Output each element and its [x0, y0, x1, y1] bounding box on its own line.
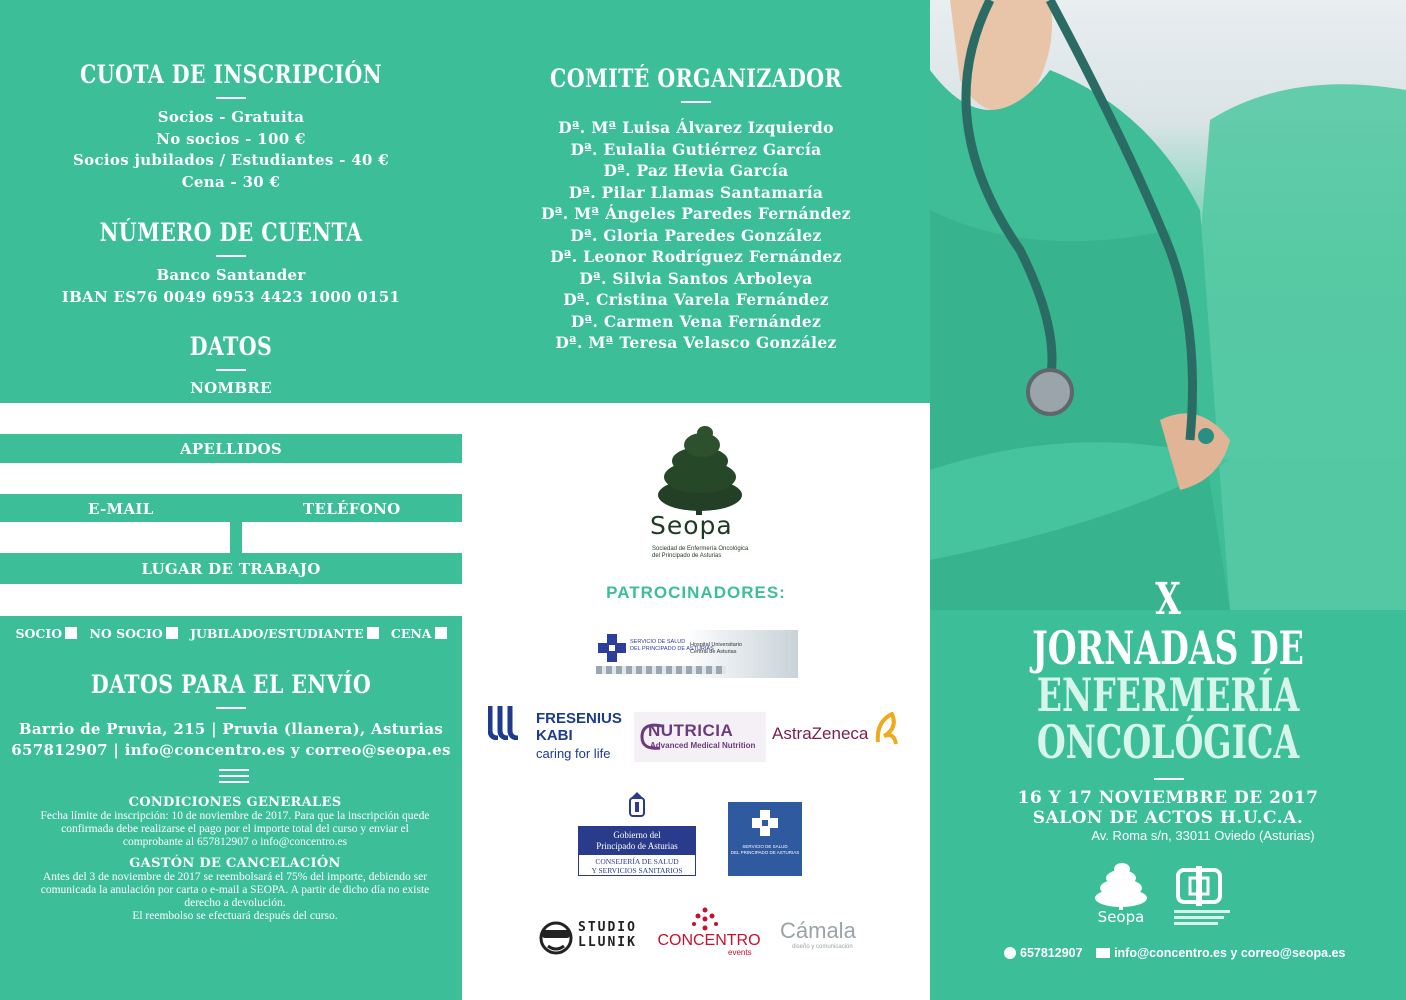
committee-member: Dª. Mª Teresa Velasco González — [555, 333, 837, 352]
studio-llunik-name — [578, 920, 637, 950]
fresenius-name — [536, 710, 622, 744]
triple-divider — [219, 769, 249, 783]
checkbox-cena[interactable] — [435, 627, 447, 639]
gobierno-logo — [578, 792, 696, 878]
email-icon — [1096, 948, 1110, 958]
option-cena-label: CENA — [390, 626, 432, 641]
committee-member: Dª. Carmen Vena Fernández — [570, 311, 822, 331]
fee-item: Cena - 30 € — [181, 172, 281, 191]
title-line-1: JORNADAS DE — [1032, 621, 1304, 675]
divider — [216, 707, 246, 709]
fresenius-logo — [488, 704, 628, 766]
seopa-wordmark: Seopa — [650, 511, 733, 540]
committee-sponsors-panel — [462, 0, 930, 1000]
checkbox-socio[interactable] — [65, 627, 77, 639]
huca-line-3: Hospital Universitario — [690, 642, 742, 648]
option-socio-label: SOCIO — [15, 626, 63, 641]
studio-line-1: STUDIO — [578, 920, 637, 935]
cancel-title: GASTÓN DE CANCELACIÓN — [129, 856, 341, 871]
sespa-logo — [728, 802, 802, 876]
divider — [1154, 778, 1184, 780]
tree-icon — [1091, 862, 1151, 912]
contact-email[interactable]: info@concentro.es y correo@seopa.es — [1114, 946, 1346, 960]
camala-logo — [780, 918, 870, 958]
accreditation-text-placeholder — [1174, 916, 1224, 919]
label-nombre: NOMBRE — [190, 379, 272, 397]
committee-member: Dª. Gloria Paredes González — [570, 225, 822, 245]
nurses-photo — [930, 0, 1406, 610]
fresenius-line-2: KABI — [536, 727, 573, 744]
camala-tagline: diseño y comunicación — [792, 944, 853, 950]
label-email: E-MAIL — [88, 500, 154, 518]
seopa-logo-white — [1088, 862, 1154, 932]
committee-member: Dª. Pilar Llamas Santamaría — [568, 182, 824, 202]
gobierno-line-4: Y SERVICIOS SANITARIOS — [591, 866, 683, 875]
fresenius-tagline: caring for life — [536, 746, 611, 761]
label-lugar: LUGAR DE TRABAJO — [141, 560, 321, 578]
event-venue: SALON DE ACTOS H.U.C.A. — [1032, 808, 1304, 828]
shipping-contact: 657812907 | info@concentro.es y correo@seopa.es — [11, 741, 451, 759]
committee-member: Dª. Leonor Rodríguez Fernández — [550, 247, 842, 266]
huca-text-2 — [690, 642, 742, 656]
studio-llunik-logo — [538, 914, 640, 958]
input-lugar[interactable] — [0, 584, 462, 616]
input-telefono[interactable] — [242, 522, 462, 553]
seopa-logo — [642, 425, 762, 565]
input-email[interactable] — [0, 522, 230, 553]
cancel-text: Antes del 3 de noviembre de 2017 se reembolsará el 75% del importe, debiendo ser comunicada la anulación por carta o e-mail a SEOPA. A partir de dicho día no existe derecho a devolución. — [40, 871, 430, 909]
fee-list — [0, 107, 462, 193]
input-nombre[interactable] — [0, 403, 462, 434]
astrazeneca-icon — [874, 712, 900, 746]
event-dates: 16 Y 17 NOVIEMBRE DE 2017 — [1017, 788, 1319, 808]
fee-item: Socios jubilados / Estudiantes - 40 € — [73, 151, 389, 169]
astrazeneca-name: AstraZeneca — [772, 724, 869, 743]
input-apellidos[interactable] — [0, 463, 462, 494]
nutricia-name: NUTRICIA — [648, 721, 734, 740]
committee-member: Dª. Silvia Santos Arboleya — [579, 268, 813, 288]
nutricia-tagline: Advanced Medical Nutrition — [650, 741, 756, 750]
fresenius-line-1: FRESENIUS — [536, 710, 622, 727]
committee-list — [462, 117, 930, 354]
label-apellidos: APELLIDOS — [179, 440, 283, 458]
conditions-text: Fecha límite de inscripción: 10 de noviembre de 2017. Para que la inscripción quede confirmada debe realizarse el pago por el importe total del curso y enviar el comprobante al 657812907 o info@concentro.es — [40, 810, 430, 848]
contact-phone[interactable]: 657812907 — [1020, 946, 1083, 960]
cancel-text-2: El reembolso se efectuará después del curso. — [132, 910, 338, 922]
health-cross-icon — [598, 634, 626, 662]
sponsors-heading: PATROCINADORES: — [606, 583, 786, 602]
accreditation-text-placeholder — [1174, 910, 1230, 913]
contact-bar — [1004, 946, 1345, 960]
studio-line-2: LLUNIK — [578, 935, 637, 950]
option-no-socio-label: NO SOCIO — [89, 626, 163, 641]
tree-icon — [650, 425, 750, 520]
divider — [216, 369, 246, 371]
shipping-heading: DATOS PARA EL ENVÍO — [90, 670, 372, 699]
nurses-illustration — [930, 0, 1406, 610]
gobierno-box — [578, 826, 696, 854]
nutricia-logo — [634, 712, 766, 762]
face-icon — [538, 916, 574, 956]
huca-logo — [594, 630, 798, 678]
divider — [216, 97, 246, 99]
committee-heading: COMITÉ ORGANIZADOR — [549, 64, 843, 93]
cover-panel — [930, 0, 1406, 1000]
title-line-2: ENFERMERÍA — [1036, 668, 1300, 722]
seopa-wordmark: Seopa — [1097, 908, 1145, 926]
membership-options — [0, 626, 462, 641]
astrazeneca-logo — [772, 712, 902, 752]
accreditation-text-placeholder — [1174, 922, 1218, 925]
consejeria-box — [578, 854, 696, 876]
title-line-3: ONCOLÓGICA — [1036, 715, 1300, 769]
gobierno-line-1: Gobierno del — [613, 830, 661, 840]
divider — [681, 101, 711, 103]
committee-member: Dª. Mª Ángeles Paredes Fernández — [541, 204, 851, 223]
committee-member: Dª. Cristina Varela Fernández — [563, 290, 829, 309]
committee-section — [462, 0, 930, 403]
camala-name: Cámala — [780, 918, 856, 943]
shipping-address: Barrio de Pruvia, 215 | Pruvia (llanera), Asturias — [18, 720, 444, 738]
seopa-subtitle — [652, 546, 748, 560]
iban: IBAN ES76 0049 6953 4423 1000 0151 — [61, 287, 401, 306]
account-heading: NÚMERO DE CUENTA — [99, 218, 363, 247]
committee-member: Dª. Paz Hevia García — [603, 161, 789, 180]
data-heading: DATOS — [189, 332, 273, 361]
option-jubilado-label: JUBILADO/ESTUDIANTE — [190, 626, 364, 641]
dots-icon — [690, 906, 720, 932]
fee-item: Socios - Gratuita — [157, 108, 305, 126]
sespa-text — [728, 844, 802, 856]
concentro-name: CONCENTRO — [657, 932, 761, 949]
fee-heading: CUOTA DE INSCRIPCIÓN — [80, 60, 382, 89]
huca-line-2: DEL PRINCIPADO DE ASTURIAS — [630, 646, 714, 652]
accreditation-logo — [1174, 866, 1230, 930]
phone-icon — [1004, 947, 1016, 959]
sespa-line-2: DEL PRINCIPADO DE ASTURIAS — [730, 850, 800, 855]
checkbox-jubilado[interactable] — [367, 627, 379, 639]
fresenius-icon — [488, 706, 524, 740]
fee-item: No socios - 100 € — [156, 129, 306, 148]
bank-name: Banco Santander — [156, 266, 306, 284]
sespa-line-1: SERVICIO DE SALUD — [742, 844, 788, 849]
label-telefono: TELÉFONO — [303, 500, 401, 518]
huca-line-1: SERVICIO DE SALUD — [630, 639, 686, 645]
coat-of-arms-icon — [627, 792, 647, 818]
registration-panel — [0, 0, 462, 1000]
accreditation-icon — [1176, 866, 1222, 906]
health-cross-icon — [752, 810, 778, 836]
edition-number: X — [1155, 574, 1181, 625]
event-address: Av. Roma s/n, 33011 Oviedo (Asturias) — [1091, 828, 1315, 843]
building-graphic — [596, 666, 726, 674]
committee-member: Dª. Mª Luisa Álvarez Izquierdo — [558, 118, 834, 137]
concentro-logo — [654, 906, 764, 960]
huca-line-4: Central de Asturias — [690, 649, 737, 655]
divider — [216, 255, 246, 257]
gobierno-line-3: CONSEJERÍA DE SALUD — [595, 857, 679, 866]
conditions-title: CONDICIONES GENERALES — [128, 795, 342, 810]
seopa-sub-2: del Principado de Asturias — [652, 553, 722, 559]
checkbox-no-socio[interactable] — [166, 627, 178, 639]
gobierno-line-2: Principado de Asturias — [596, 841, 678, 851]
seopa-sub-1: Sociedad de Enfermería Oncológica — [652, 546, 749, 552]
committee-member: Dª. Eulalia Gutiérrez García — [570, 139, 822, 159]
concentro-tagline: events — [728, 948, 752, 957]
